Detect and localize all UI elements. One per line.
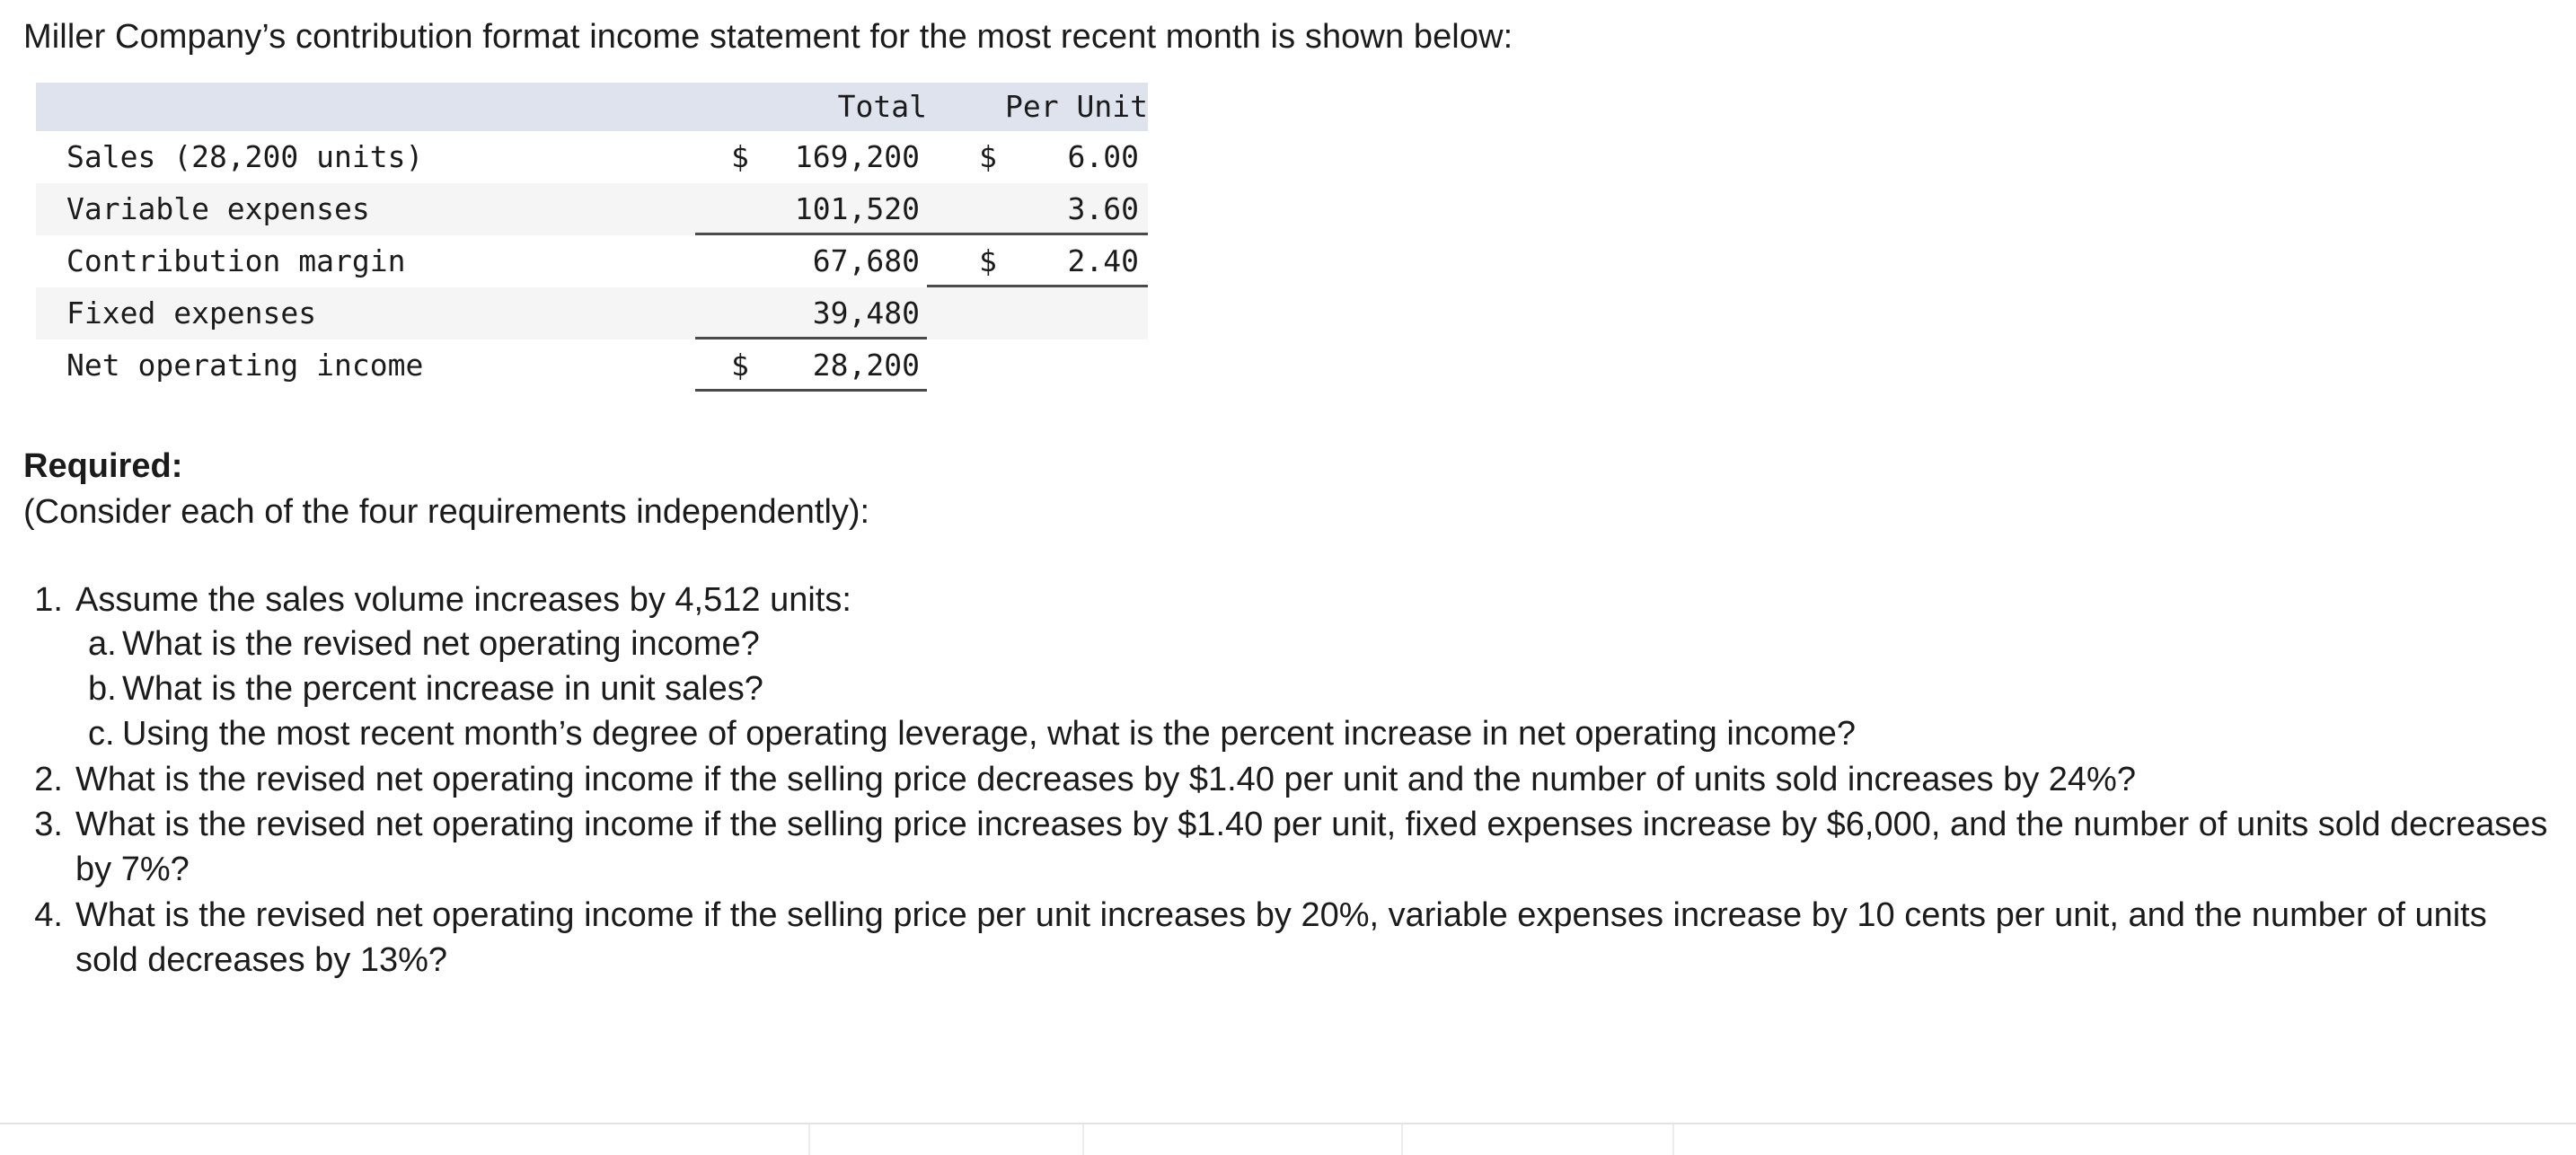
income-statement-table [36, 83, 1148, 392]
item-body [75, 578, 2553, 757]
row-total-variable-expenses [695, 183, 927, 235]
item-text: What is the revised net operating income if the selling price decreases by $1.40 per unit and the number of units sold increases by 24%? [75, 760, 2136, 798]
list-item [23, 758, 2553, 803]
subitem-text: What is the revised net operating income? [122, 625, 760, 664]
row-label-sales: Sales (28,200 units) [36, 131, 695, 183]
sub-list [75, 622, 2553, 756]
currency-symbol: $ [731, 138, 749, 174]
table-row [36, 183, 1148, 235]
table-row [36, 235, 1148, 287]
divider-tick [808, 1124, 810, 1155]
subitem-number: a. [88, 625, 117, 664]
row-unit-fixed-expenses [927, 287, 1148, 339]
item-number: 2. [34, 760, 63, 798]
row-label-contribution-margin: Contribution margin [36, 235, 695, 287]
row-label-variable-expenses: Variable expenses [36, 183, 695, 235]
value: 67,680 [812, 242, 920, 278]
row-label-net-operating-income: Net operating income [36, 339, 695, 392]
value: 6.00 [1067, 138, 1139, 174]
item-number: 3. [34, 806, 63, 844]
column-header-total: Total [695, 83, 927, 131]
row-unit-sales [927, 131, 1148, 183]
value: 101,520 [794, 190, 920, 226]
row-total-fixed-expenses [695, 287, 927, 339]
table-header-row [36, 83, 1148, 131]
divider-tick [1672, 1124, 1674, 1155]
item-text: What is the revised net operating income if the selling price per unit increases by 20%, variable expenses increase by 10 cents per unit, and the number of units sold decreases by 13%? [75, 895, 2487, 979]
bottom-divider [0, 1123, 2576, 1155]
divider-tick [1401, 1124, 1403, 1155]
divider-tick [1082, 1124, 1084, 1155]
value: 169,200 [794, 138, 920, 174]
table-row [36, 131, 1148, 183]
item-number: 1. [34, 580, 63, 619]
item-text: What is the revised net operating income if the selling price increases by $1.40 per unit, fixed expenses increase by $6,000, and the number of units sold decreases by 7%? [75, 806, 2548, 889]
currency-symbol: $ [979, 242, 997, 278]
column-header-label [36, 83, 695, 131]
list-item [23, 578, 2553, 757]
row-label-fixed-expenses: Fixed expenses [36, 287, 695, 339]
list-item [75, 667, 2553, 712]
value: 39,480 [812, 295, 920, 331]
requirements-list [23, 578, 2553, 983]
row-total-sales [695, 131, 927, 183]
row-total-contribution-margin [695, 235, 927, 287]
subitem-number: b. [88, 670, 117, 709]
table-head [36, 83, 1148, 131]
row-unit-variable-expenses [927, 183, 1148, 235]
required-subheading: (Consider each of the four requirements independently): [23, 492, 870, 531]
list-item [23, 803, 2553, 893]
column-header-per-unit: Per Unit [927, 83, 1148, 131]
required-heading: Required: [23, 446, 183, 485]
table-row [36, 339, 1148, 392]
subitem-text: Using the most recent month’s degree of operating leverage, what is the percent increase in net operating income? [122, 714, 1856, 753]
subitem-text: What is the percent increase in unit sales? [122, 670, 763, 709]
value: 3.60 [1067, 190, 1139, 226]
currency-symbol: $ [979, 138, 997, 174]
list-item [75, 622, 2553, 667]
value: 2.40 [1067, 242, 1139, 278]
row-total-net-operating-income [695, 339, 927, 392]
item-text: Assume the sales volume increases by 4,512 units: [75, 580, 851, 619]
list-item [23, 894, 2553, 983]
income-statement [36, 83, 2553, 392]
item-number: 4. [34, 895, 63, 934]
subitem-number: c. [88, 714, 115, 753]
row-unit-contribution-margin [927, 235, 1148, 287]
value: 28,200 [812, 347, 920, 383]
list-item [75, 712, 2553, 757]
row-unit-net-operating-income [927, 339, 1148, 392]
table-row [36, 287, 1148, 339]
currency-symbol: $ [731, 347, 749, 383]
intro-paragraph: Miller Company’s contribution format income statement for the most recent month is shown below: [23, 18, 1513, 56]
table-body [36, 131, 1148, 392]
